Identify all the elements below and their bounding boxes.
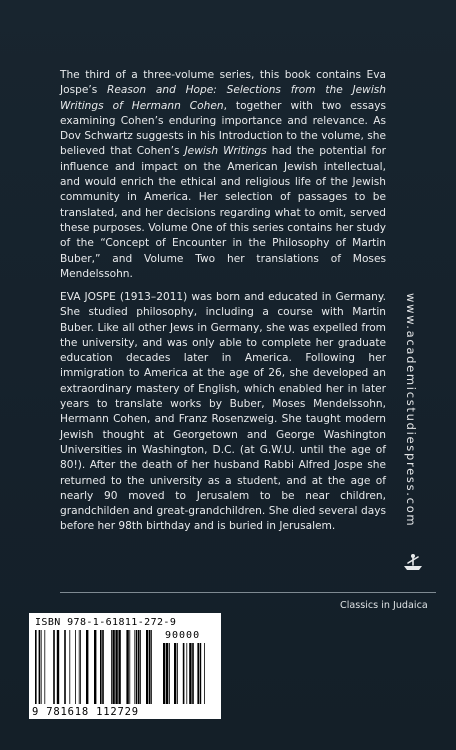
barcode-bar xyxy=(35,630,37,704)
barcode-digits: 9 781618 112729 xyxy=(32,706,139,718)
barcode-bar xyxy=(163,643,165,704)
barcode-bar xyxy=(75,630,76,704)
barcode-bar xyxy=(80,630,81,704)
barcode-bar xyxy=(204,643,205,704)
barcode-bar xyxy=(39,630,41,704)
barcode-addon-bars xyxy=(163,643,213,704)
barcode-bar xyxy=(118,630,120,704)
barcode-bar xyxy=(169,643,170,704)
isbn-barcode xyxy=(29,613,221,719)
author-biography: EVA JOSPE (1913–2011) was born and educated in Germany. She studied philosophy, including a course with Martin Buber. Like all other Jews in Germany, she was expelled from the university, and was only able to complete her graduate education decades later in America. Following her immigration to America at the age of 26, she developed an extraordinary mastery of English, which enabled her in later years to translate works by Buber, Moses Mendelssohn, Hermann Cohen, and Franz Rosenzweig. She taught modern Jewish thought at Georgetown and George Washington Universities in Washington, D.C. (at G.W.U. until the age of 80!). After the death of her husband Rabbi Alfred Jospe she returned to the university as a student, and at the age of nearly 90 moved to Jerusalem to be near children, grandchilden and great-grandchildren. She died several days before her 98th birthday and is buried in Jerusalem. xyxy=(60,291,386,533)
barcode-bar xyxy=(174,643,176,704)
description-text-3: had the potential for influence and impact on the American Jewish intellectual, and would enrich the ethical and religious life of the Jewish community in America. Her selection of passages to be translated, and her decisions regarding what to omit, served these purposes. Volume One of this series contains her study of the “Concept of Encounter in the Philosophy of Martin Buber,” and Volume Two her translations of Moses Mendelssohn. xyxy=(60,145,386,280)
barcode-bar xyxy=(129,630,130,704)
barcode-bar xyxy=(53,630,55,704)
barcode-bar xyxy=(200,643,202,704)
barcode-bar xyxy=(79,630,80,704)
barcode-bar xyxy=(192,643,194,704)
book-title-italic: Reason and Hope: Selections from the Jewish Writings of Hermann Cohen xyxy=(60,84,387,112)
series-divider xyxy=(60,592,436,593)
isbn-label: ISBN 978-1-61811-272-9 xyxy=(35,617,177,628)
barcode-bar xyxy=(166,643,168,704)
book-description xyxy=(60,68,386,282)
barcode-bar xyxy=(134,630,135,704)
description-text-1: The third of a three-volume series, this book contains Eva Jospe’s xyxy=(60,69,386,97)
barcode-bar xyxy=(177,643,178,704)
barcode-bar xyxy=(115,630,117,704)
barcode-bar xyxy=(102,630,104,704)
description-text-2: , together with two essays examining Cohen’s enduring importance and relevance. As Dov Schwartz suggests in his Introduction to the volume, she believed that Cohen’s xyxy=(60,99,386,158)
barcode-bar xyxy=(146,630,148,704)
barcode-bar xyxy=(44,630,45,704)
barcode-bar xyxy=(140,630,141,704)
barcode-bar xyxy=(186,643,187,704)
barcode-bar xyxy=(189,643,191,704)
barcode-bar xyxy=(111,630,112,704)
series-name: Classics in Judaica xyxy=(340,600,428,611)
barcode-bar xyxy=(126,630,128,704)
barcode-bar xyxy=(149,630,151,704)
barcode-bar xyxy=(197,643,199,704)
barcode-bar xyxy=(151,630,152,704)
barcode-bar xyxy=(94,630,96,704)
barcode-bar xyxy=(100,630,102,704)
barcode-bar xyxy=(136,630,138,704)
barcode-bar xyxy=(138,630,140,704)
jewish-writings-italic: Jewish Writings xyxy=(184,145,267,158)
barcode-addon-digits: 90000 xyxy=(165,630,201,641)
barcode-bar xyxy=(69,630,70,704)
barcode-bar xyxy=(41,630,42,704)
barcode-main-bars xyxy=(35,630,155,704)
barcode-bar xyxy=(86,630,88,704)
barcode-bar xyxy=(57,630,59,704)
boat-person-icon xyxy=(402,552,424,574)
publisher-url: www.academicstudiespress.com xyxy=(404,292,418,528)
barcode-bar xyxy=(183,643,185,704)
barcode-bar xyxy=(112,630,114,704)
barcode-bar xyxy=(64,630,66,704)
